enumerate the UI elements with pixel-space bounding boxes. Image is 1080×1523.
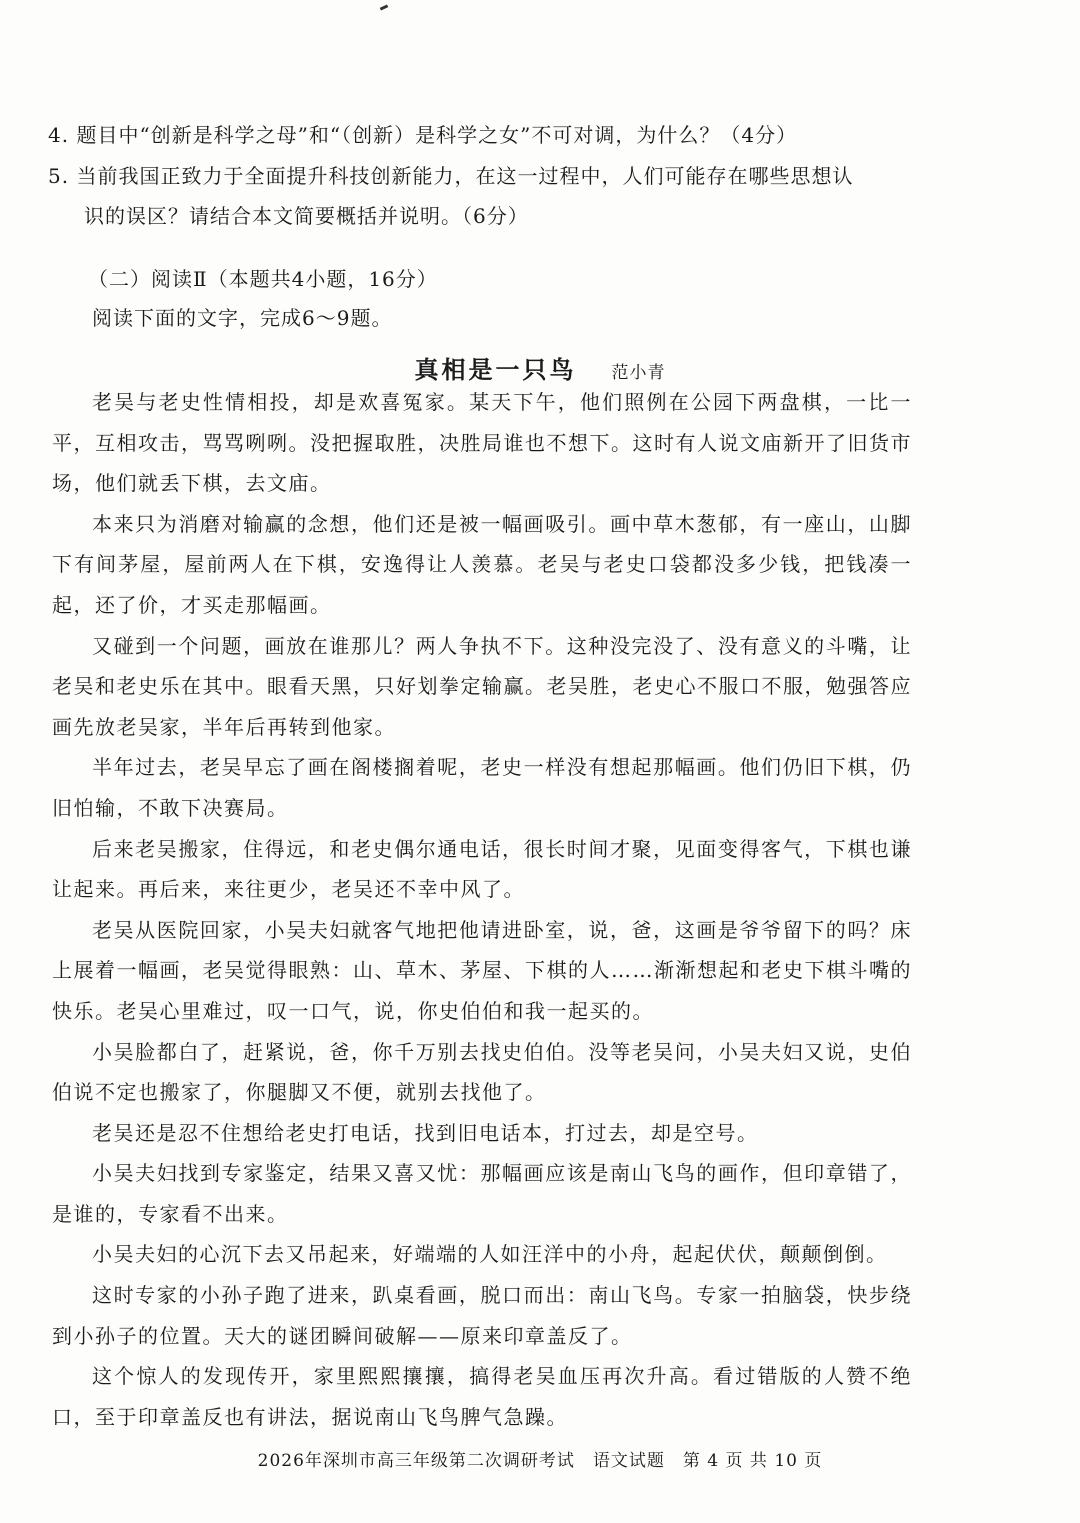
scan-mark xyxy=(380,4,389,10)
article-author: 范小青 xyxy=(611,363,666,383)
question-5-text: 当前我国正致力于全面提升科技创新能力，在这一过程中，人们可能存在哪些思想认 xyxy=(76,164,854,188)
section-heading: （二）阅读Ⅱ（本题共4小题，16分） xyxy=(88,267,438,291)
article-title: 真相是一只鸟 xyxy=(414,355,577,384)
paragraph: 后来老吴搬家，住得远，和老史偶尔通电话，很长时间才聚，见面变得客气，下棋也谦让起来。再后来，来往更少，老吴还不幸中风了。 xyxy=(52,836,912,902)
paragraph: 又碰到一个问题，画放在谁那儿？两人争执不下。这种没完没了、没有意义的斗嘴，让老吴和老史乐在其中。眼看天黑，只好划拳定输赢。老吴胜，老史心不服口不服，勉强答应画先放老吴家，半年后再转到他家。 xyxy=(52,633,912,739)
paragraph: 这时专家的小孙子跑了进来，趴桌看画，脱口而出：南山飞鸟。专家一拍脑袋，快步绕到小孙子的位置。天大的谜团瞬间破解——原来印章盖反了。 xyxy=(52,1283,912,1348)
question-5-number: 5. xyxy=(48,164,70,188)
paragraph: 小吴夫妇的心沉下去又吊起来，好端端的人如汪洋中的小舟，起起伏伏，颠颠倒倒。 xyxy=(92,1242,888,1267)
paragraph: 老吴还是忍不住想给老史打电话，找到旧电话本，打过去，却是空号。 xyxy=(92,1120,759,1145)
article-body xyxy=(52,382,912,1437)
question-4-text: 题目中“创新是科学之母”和“（创新）是科学之女”不可对调，为什么？（4分） xyxy=(76,123,798,147)
question-4-number: 4. xyxy=(48,123,70,147)
section-instruction: 阅读下面的文字，完成6～9题。 xyxy=(92,306,393,330)
question-4 xyxy=(48,118,1038,152)
paragraph: 小吴脸都白了，赶紧说，爸，你千万别去找史伯伯。没等老吴问，小吴夫妇又说，史伯伯说不定也搬家了，你腿脚又不便，就别去找他了。 xyxy=(52,1039,912,1105)
article-title-line xyxy=(0,350,1080,385)
paragraph: 小吴夫妇找到专家鉴定，结果又喜又忧：那幅画应该是南山飞鸟的画作，但印章错了，是谁的，专家看不出来。 xyxy=(52,1161,912,1226)
question-5 xyxy=(48,159,1038,193)
paragraph: 老吴从医院回家，小吴夫妇就客气地把他请进卧室，说，爸，这画是爷爷留下的吗？床上展着一幅画，老吴觉得眼熟：山、草木、茅屋、下棋的人……渐渐想起和老史下棋斗嘴的快乐。老吴心里难过，叹一口气，说，你史伯伯和我一起买的。 xyxy=(52,917,912,1023)
paragraph: 这个惊人的发现传开，家里熙熙攘攘，搞得老吴血压再次升高。看过错版的人赞不绝口，至于印章盖反也有讲法，据说南山飞鸟脾气急躁。 xyxy=(52,1364,912,1429)
paragraph: 本来只为消磨对输赢的念想，他们还是被一幅画吸引。画中草木葱郁，有一座山，山脚下有间茅屋，屋前两人在下棋，安逸得让人羡慕。老吴与老史口袋都没多少钱，把钱凑一起，还了价，才买走那幅画。 xyxy=(52,511,912,617)
question-5-continuation: 识的误区？请结合本文简要概括并说明。（6分） xyxy=(84,204,529,228)
paragraph: 半年过去，老吴早忘了画在阁楼搁着呢，老史一样没有想起那幅画。他们仍旧下棋，仍旧怕输，不敢下决赛局。 xyxy=(52,755,912,820)
page-footer: 2026年深圳市高三年级第二次调研考试 语文试题 第 4 页 共 10 页 xyxy=(257,1451,823,1471)
paragraph: 老吴与老史性情相投，却是欢喜冤家。某天下午，他们照例在公园下两盘棋，一比一平，互相攻击，骂骂咧咧。没把握取胜，决胜局谁也不想下。这时有人说文庙新开了旧货市场，他们就丢下棋，去文庙。 xyxy=(52,390,912,496)
